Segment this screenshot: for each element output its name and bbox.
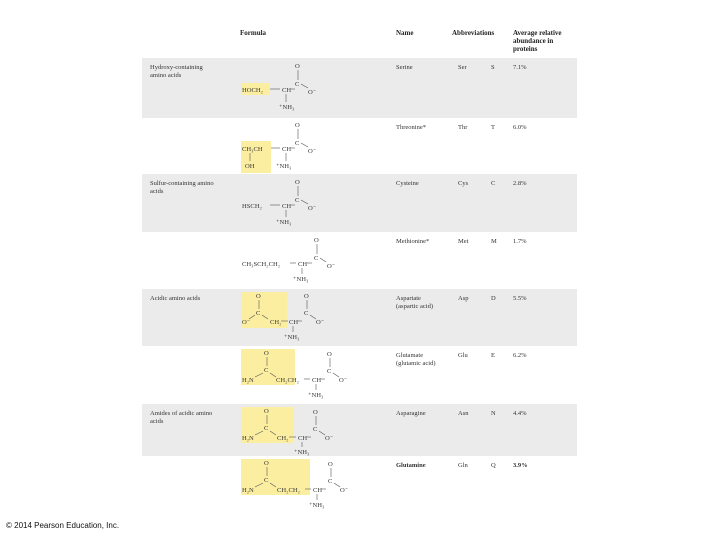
svg-text:C: C [327,368,332,375]
abbr3-asparagine: Asn [458,410,469,417]
name-serine: Serine [396,64,413,71]
svg-text:CH₂CH₂: CH₂CH₂ [276,377,299,384]
structure-glutamine-svg [232,456,392,512]
header-formula: Formula [240,29,267,37]
header-name: Name [396,29,414,37]
svg-text:CH₂: CH₂ [277,435,289,442]
table-row-serine [142,58,577,118]
abbr1-serine: S [491,64,495,71]
table-row-threonine [142,118,577,174]
abbr3-cysteine: Cys [458,180,469,187]
svg-text:CH₃CH: CH₃CH [242,146,263,153]
name-asparagine: Asparagine [396,410,426,417]
category-hydroxy: Hydroxy-containing amino acids [150,64,203,79]
svg-text:O⁻: O⁻ [308,205,317,212]
svg-text:CH: CH [282,146,292,153]
table-row-glutamine [142,456,577,512]
name-threonine: Threonine* [396,124,426,131]
svg-text:O: O [314,237,319,244]
svg-text:CH: CH [298,261,308,268]
svg-text:O⁻: O⁻ [340,487,349,494]
structure-aspartate-svg [232,289,392,346]
svg-text:O: O [328,461,333,468]
svg-text:O⁻: O⁻ [308,89,317,96]
svg-text:C: C [256,310,261,317]
svg-text:O: O [256,293,261,300]
svg-text:⁺NH₃: ⁺NH₃ [276,163,292,170]
name-aspartate: Aspartate (aspartic acid) [396,295,433,310]
svg-text:O⁻: O⁻ [327,263,336,270]
table-row-glutamate [142,346,577,404]
svg-text:C: C [264,425,269,432]
table-row-cysteine [142,174,577,232]
table-row-methionine [142,232,577,289]
abbr1-glutamine: Q [491,462,496,469]
header-abundance: Average relative abundance in proteins [513,29,562,53]
svg-text:C: C [328,478,333,485]
svg-text:OH: OH [245,163,255,170]
svg-text:O: O [264,460,269,467]
svg-text:CH: CH [282,203,292,210]
name-glutamine: Glutamine [396,462,426,469]
structure-cysteine [232,174,392,232]
svg-text:O: O [295,63,300,70]
structure-glutamine [232,456,392,512]
abbr3-glutamate: Glu [458,352,468,359]
svg-text:O⁻: O⁻ [325,435,334,442]
svg-text:O: O [295,179,300,186]
svg-text:C: C [295,140,300,147]
structure-asparagine-svg [232,404,392,456]
svg-text:C: C [295,81,300,88]
name-cysteine: Cysteine [396,180,419,187]
structure-threonine [232,118,392,174]
copyright-notice: © 2014 Pearson Education, Inc. [6,521,120,530]
abbr1-aspartate: D [491,295,496,302]
svg-text:O: O [264,408,269,415]
svg-text:H₂N: H₂N [242,377,254,384]
svg-text:H₂N: H₂N [242,487,254,494]
svg-text:H₂N: H₂N [242,435,254,442]
abbr3-threonine: Thr [458,124,468,131]
svg-text:O⁻: O⁻ [242,319,251,326]
structure-methionine-svg [232,232,392,289]
structure-serine [232,58,392,118]
abbr1-asparagine: N [491,410,496,417]
abundance-glutamate: 6.2% [513,352,527,359]
table-row-aspartate [142,289,577,346]
category-amides: Amides of acidic amino acids [150,410,213,425]
svg-text:O: O [304,293,309,300]
name-methionine: Methionine* [396,238,430,245]
abundance-threonine: 6.0% [513,124,527,131]
svg-text:O: O [295,122,300,129]
abundance-methionine: 1.7% [513,238,527,245]
svg-text:⁺NH₃: ⁺NH₃ [276,219,292,226]
svg-text:HOCH₂: HOCH₂ [242,87,263,94]
svg-text:O⁻: O⁻ [339,377,348,384]
svg-text:CH₃SCH₂CH₂: CH₃SCH₂CH₂ [242,261,281,268]
category-acidic: Acidic amino acids [150,295,201,302]
category-sulfur: Sulfur-containing amino acids [150,180,214,195]
svg-text:CH: CH [282,87,292,94]
svg-text:⁺NH₃: ⁺NH₃ [309,502,325,509]
svg-text:C: C [314,255,319,262]
svg-text:CH: CH [298,435,308,442]
structure-asparagine [232,404,392,456]
abbr3-methionine: Met [458,238,469,245]
svg-text:O⁻: O⁻ [316,319,325,326]
abbr1-methionine: M [491,238,497,245]
abbr1-cysteine: C [491,180,496,187]
structure-glutamate [232,346,392,404]
svg-text:CH: CH [312,377,322,384]
abundance-aspartate: 5.5% [513,295,527,302]
structure-cysteine-svg [232,174,392,232]
abbr3-glutamine: Gln [458,462,468,469]
structure-serine-svg [232,58,392,118]
svg-text:⁺NH₃: ⁺NH₃ [279,104,295,111]
svg-text:⁺NH₃: ⁺NH₃ [294,449,310,456]
svg-text:CH₂CH₂: CH₂CH₂ [277,487,300,494]
header-abbreviations: Abbreviations [452,29,495,37]
svg-text:C: C [304,310,309,317]
svg-text:C: C [295,197,300,204]
svg-text:⁺NH₃: ⁺NH₃ [293,276,309,283]
svg-text:C: C [264,477,269,484]
abbr1-threonine: T [491,124,495,131]
name-glutamate: Glutamate (glutamic acid) [396,352,436,367]
structure-threonine-svg [232,118,392,174]
abundance-glutamine: 3.9% [513,462,528,469]
abbr1-glutamate: E [491,352,495,359]
abundance-asparagine: 4.4% [513,410,527,417]
abbr3-aspartate: Asp [458,295,469,302]
abundance-serine: 7.1% [513,64,527,71]
abbr3-serine: Ser [458,64,467,71]
svg-text:CH: CH [289,319,299,326]
table-row-asparagine [142,404,577,456]
abundance-cysteine: 2.8% [513,180,527,187]
table-header [142,22,577,58]
svg-text:CH: CH [313,487,323,494]
svg-text:O⁻: O⁻ [308,148,317,155]
svg-text:HSCH₂: HSCH₂ [242,203,262,210]
svg-text:O: O [327,351,332,358]
svg-text:C: C [313,426,318,433]
svg-text:CH₂: CH₂ [270,319,282,326]
amino-acid-table [142,22,577,512]
svg-text:O: O [264,350,269,357]
svg-text:⁺NH₃: ⁺NH₃ [308,392,324,399]
svg-text:C: C [264,367,269,374]
svg-text:⁺NH₃: ⁺NH₃ [284,334,300,341]
structure-aspartate [232,289,392,346]
structure-methionine [232,232,392,289]
structure-glutamate-svg [232,346,392,404]
svg-text:O: O [313,409,318,416]
